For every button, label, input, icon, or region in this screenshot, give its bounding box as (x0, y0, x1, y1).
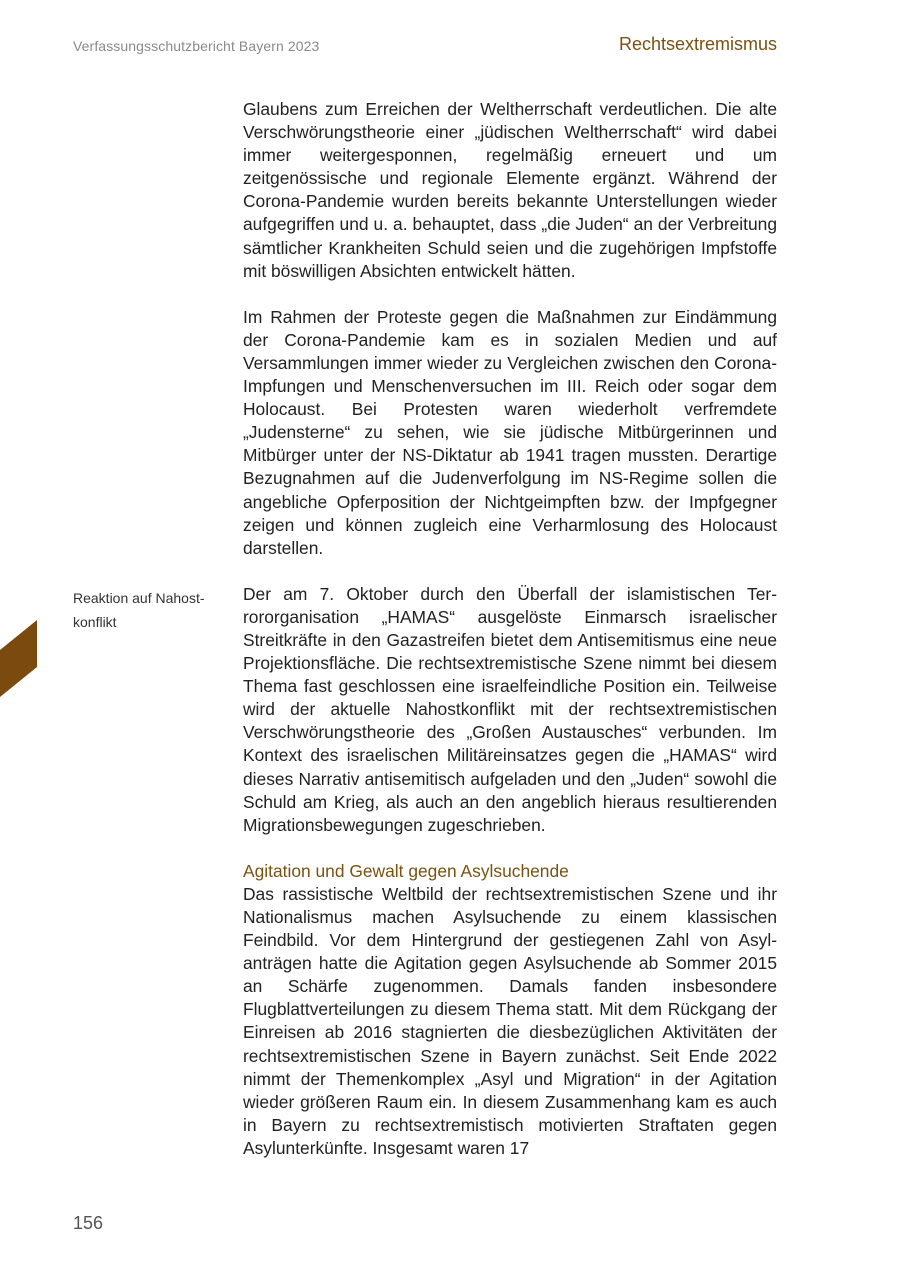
main-text-column (243, 98, 777, 1160)
margin-note: Reaktion auf Nahostkonflikt (73, 590, 205, 630)
section-heading: Agitation und Gewalt gegen Asylsuchende (243, 860, 569, 881)
chapter-tab-marker (0, 620, 37, 697)
page-number: 156 (73, 1213, 104, 1233)
paragraph-1: Glaubens zum Erreichen der Weltherrschaft verdeutlichen. Die alte Verschwörungstheorie einer „jüdischen Weltherrschaft“ wird dabei immer weitergesponnen, regelmäßig erneuert und um zeitgenössische und regionale Elemente ergänzt. Während der Corona-Pandemie wurden bereits bekannte Unterstellungen wieder aufgegriffen und u. a. behauptet, dass „die Juden“ an der Verbreitung sämtlicher Krankheiten Schuld seien und die zugehörigen Impfstoffe mit böswilligen Absichten entwickelt hätten. (243, 99, 777, 281)
paragraph-3: Der am 7. Oktober durch den Überfall der islamistischen Terrororganisation „HAMAS“ ausgelöste Einmarsch israelischer Streitkräfte in den Gazastreifen bietet dem Antisemitismus eine neue Projektionsfläche. Die rechtsextremistische Szene nimmt bei diesem Thema fast geschlossen eine israelfeindliche Position ein. Teilweise wird der aktuelle Nahostkonflikt mit der rechtsextremistischen Verschwörungstheorie des „Großen Austausches“ verbunden. Im Kontext des israelischen Militäreinsatzes gegen die „HAMAS“ wird dieses Narrativ antisemitisch aufgeladen und den „Juden“ sowohl die Schuld am Krieg, als auch an den angeblich hieraus resultierenden Migrationsbewegungen zugeschrieben. (243, 583, 777, 835)
paragraph-4: Das rassistische Weltbild der rechtsextremistischen Szene und ihr Nationalismus machen Asylsuchende zu einem klassischen Feindbild. Vor dem Hintergrund der gestiegenen Zahl von Asylanträgen hatte die Agitation gegen Asylsuchende ab Sommer 2015 an Schärfe zugenommen. Damals fanden insbesondere Flugblattverteilungen zu diesem Thema statt. Mit dem Rückgang der Einreisen ab 2016 stagnierten die diesbezüglichen Aktivitäten der rechtsextremistischen Szene in Bayern zunächst. Seit Ende 2022 nimmt der Themenkomplex „Asyl und Migration“ in der Agitation wieder größeren Raum ein. In diesem Zusammenhang kam es auch in Bayern zu rechtsextremistisch motivierten Straftaten gegen Asylunterkünfte. Insgesamt waren 17 (243, 883, 777, 1158)
chapter-title: Rechtsextremismus (618, 34, 777, 54)
paragraph-2: Im Rahmen der Proteste gegen die Maßnahmen zur Eindämmung der Corona-Pandemie kam es in sozialen Medien und auf Versammlungen immer wieder zu Vergleichen zwischen den Corona-Impfungen und Menschenversuchen im III. Reich oder sogar dem Holocaust. Bei Protesten waren wiederholt verfremdete „Judensterne“ zu sehen, wie sie jüdische Mitbürgerinnen und Mitbürger unter der NS-Diktatur ab 1941 tragen mussten. Derartige Bezugnahmen auf die Judenverfolgung im NS-Regime sollen die angebliche Opferposition der Nichtgeimpften bzw. der Impfgegner zeigen und können zugleich eine Verharmlosung des Holocaust darstellen. (243, 306, 777, 558)
publication-title: Verfassungsschutzbericht Bayern 2023 (73, 38, 320, 54)
